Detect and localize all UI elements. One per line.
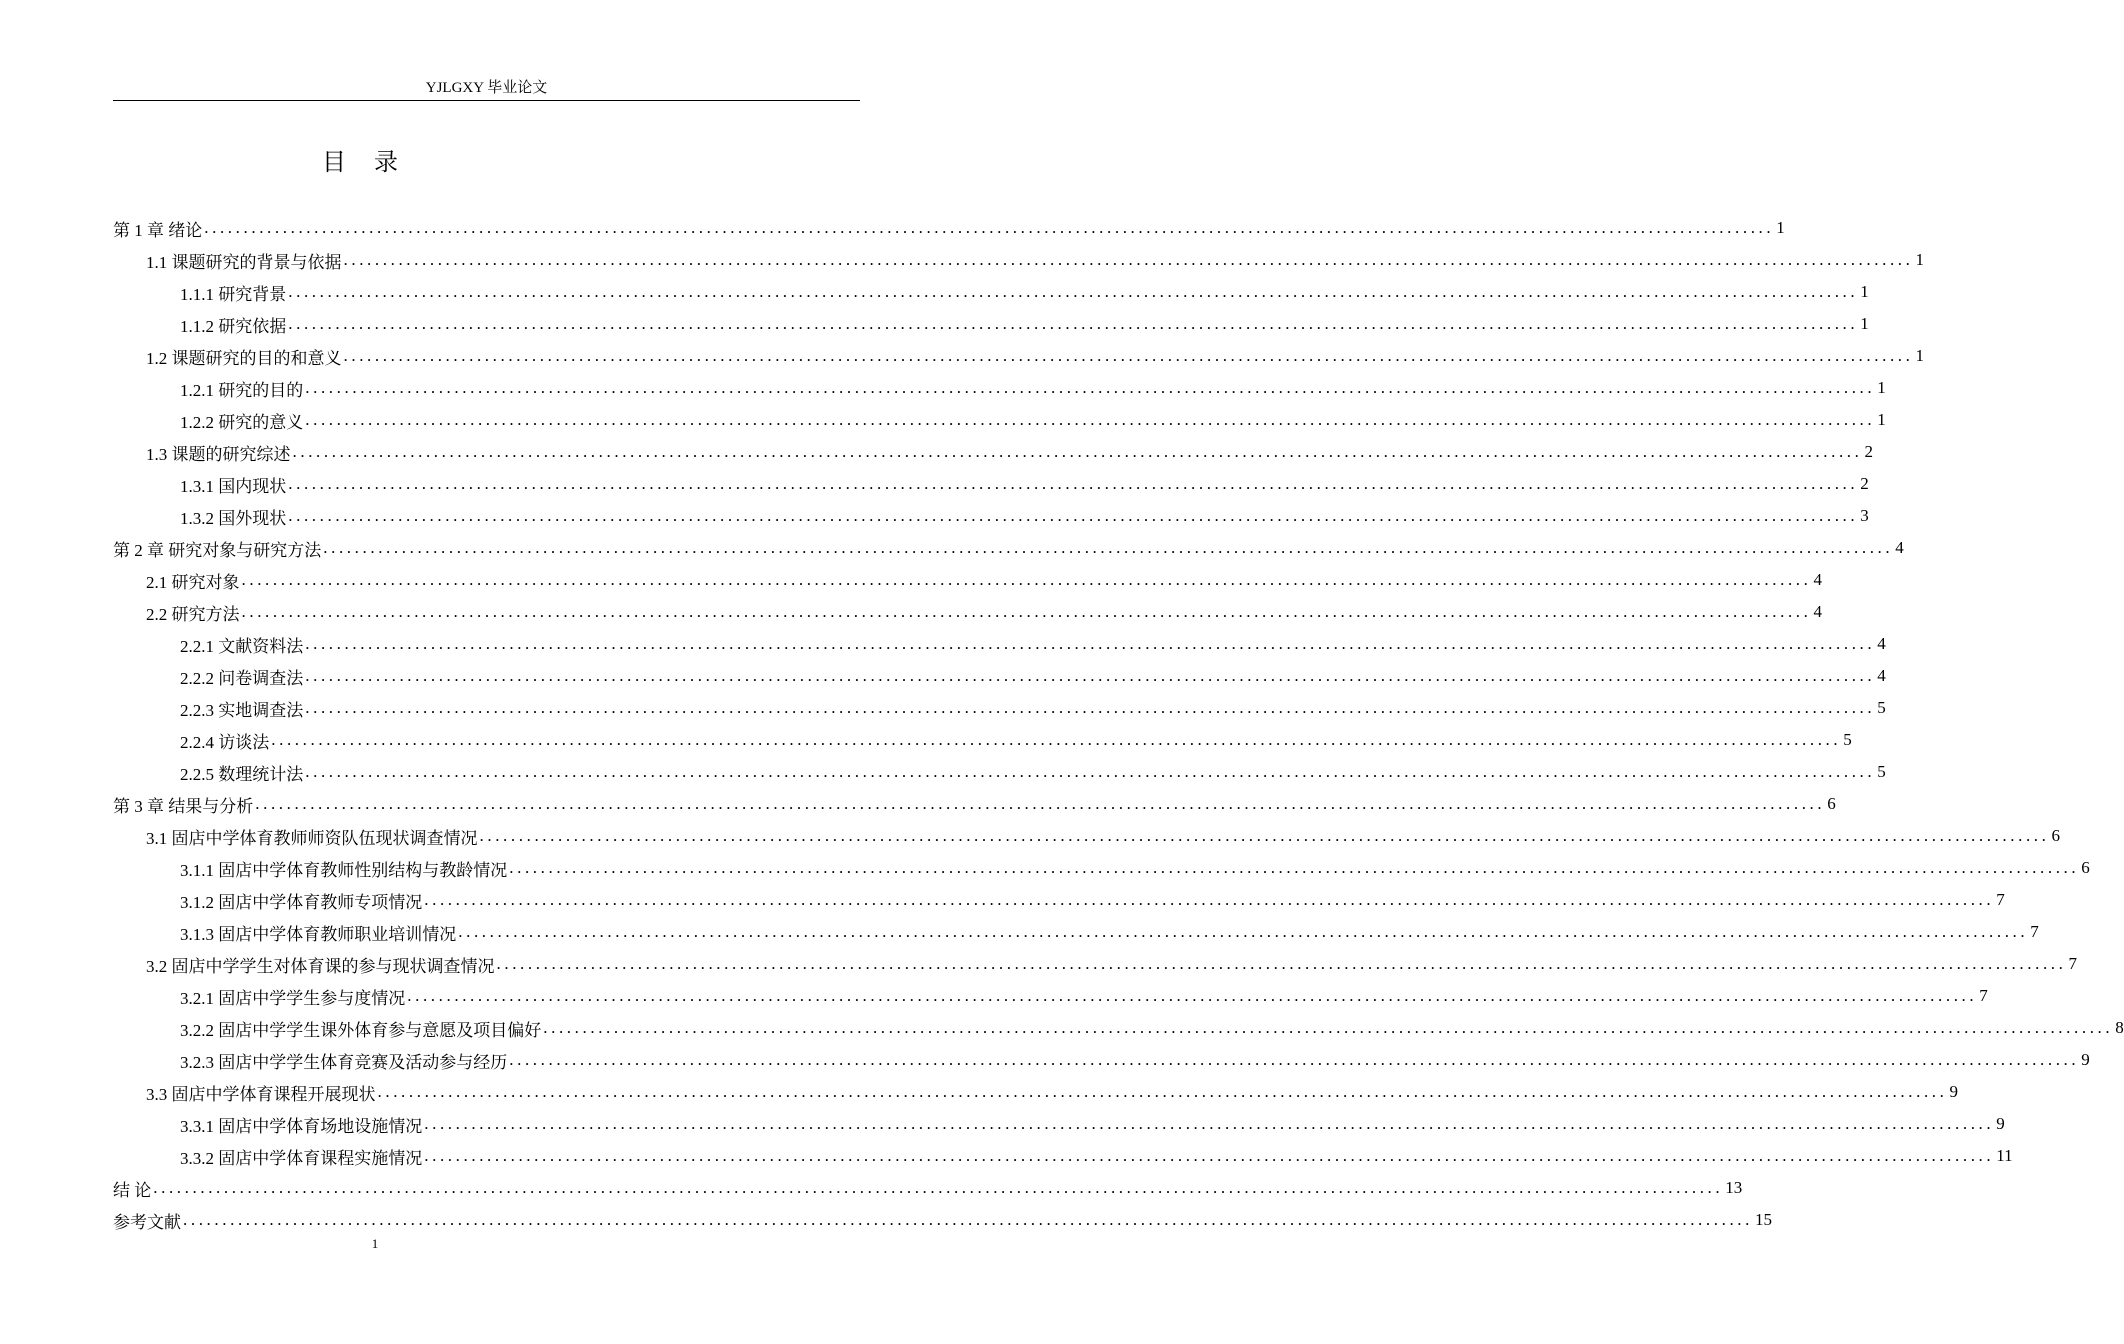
toc-dot-leader: ........................................................................................................................................................................................................ (241, 570, 1812, 589)
toc-entry-title: 2.2 研究方法 (146, 604, 240, 624)
toc-dot-leader: ........................................................................................................................................................................................................ (288, 282, 1859, 301)
toc-entry-page-number: 1 (1860, 282, 1869, 301)
toc-dot-leader: ........................................................................................................................................................................................................ (305, 666, 1876, 685)
toc-entry-page-number: 1 (1776, 218, 1785, 237)
toc-entry-page-number: 4 (1813, 602, 1822, 621)
toc-entry-title: 1.1.2 研究依据 (180, 316, 287, 336)
toc-dot-leader: ........................................................................................................................................................................................................ (288, 314, 1859, 333)
toc-entry-title: 2.2.2 问卷调查法 (180, 668, 304, 688)
toc-entry-page-number: 1 (1877, 410, 1886, 429)
toc-dot-leader: ........................................................................................................................................................................................................ (241, 602, 1812, 621)
toc-entry-page-number: 7 (2068, 954, 2077, 973)
toc-dot-leader: ........................................................................................................................................................................................................ (305, 762, 1876, 781)
toc-dot-leader: ........................................................................................................................................................................................................ (377, 1082, 1948, 1101)
toc-entry-title: 1.3 课题的研究综述 (146, 444, 291, 464)
toc-entry-page-number: 1 (1915, 346, 1924, 365)
toc-dot-leader: ........................................................................................................................................................................................................ (343, 250, 1914, 269)
toc-entry[interactable] (113, 756, 1886, 788)
toc-dot-leader: ........................................................................................................................................................................................................ (288, 506, 1859, 525)
toc-entry-title: 2.2.1 文献资料法 (180, 636, 304, 656)
toc-entry-page-number: 7 (1979, 986, 1988, 1005)
toc-dot-leader: ........................................................................................................................................................................................................ (153, 1178, 1724, 1197)
toc-entry-page-number: 7 (1996, 890, 2005, 909)
toc-entry-page-number: 4 (1895, 538, 1904, 557)
toc-entry-page-number: 4 (1877, 634, 1886, 653)
toc-entry[interactable] (113, 788, 1836, 820)
toc-entry-page-number: 9 (2081, 1050, 2090, 1069)
toc-entry[interactable] (113, 340, 1924, 372)
toc-entry-page-number: 6 (1827, 794, 1836, 813)
header-rule (113, 100, 860, 101)
toc-dot-leader: ........................................................................................................................................................................................................ (183, 1210, 1753, 1229)
toc-entry-page-number: 5 (1877, 762, 1886, 781)
toc-dot-leader: ........................................................................................................................................................................................................ (288, 474, 1859, 493)
toc-entry-title: 1.2.1 研究的目的 (180, 380, 304, 400)
toc-entry[interactable] (113, 212, 1785, 244)
toc-entry-page-number: 5 (1877, 698, 1886, 717)
toc-entry[interactable] (113, 436, 1873, 468)
toc-dot-leader: ........................................................................................................................................................................................................ (204, 218, 1775, 237)
toc-entry[interactable] (113, 820, 2060, 852)
page-header: YJLGXY 毕业论文 (425, 80, 548, 96)
toc-entry-title: 3.2.2 固店中学学生课外体育参与意愿及项目偏好 (180, 1020, 542, 1040)
toc-dot-leader: ........................................................................................................................................................................................................ (424, 890, 1995, 909)
toc-entry[interactable] (113, 244, 1924, 276)
toc-dot-leader: ........................................................................................................................................................................................................ (323, 538, 1894, 557)
toc-entry[interactable] (113, 532, 1904, 564)
toc-dot-leader: ........................................................................................................................................................................................................ (271, 730, 1842, 749)
toc-entry-title: 1.1.1 研究背景 (180, 284, 287, 304)
toc-dot-leader: ........................................................................................................................................................................................................ (292, 442, 1863, 461)
toc-entry-page-number: 15 (1755, 1210, 1772, 1229)
toc-entry-title: 结 论 (113, 1180, 152, 1200)
toc-entry[interactable] (113, 1204, 1772, 1236)
toc-title: 目录 (322, 150, 426, 176)
toc-entry-title: 1.3.1 国内现状 (180, 476, 287, 496)
toc-entry-page-number: 7 (2030, 922, 2039, 941)
toc-entry[interactable] (113, 1076, 1958, 1108)
toc-entry-title: 3.2 固店中学学生对体育课的参与现状调查情况 (146, 956, 495, 976)
toc-entry-page-number: 2 (1864, 442, 1873, 461)
toc-entry[interactable] (113, 884, 2005, 916)
toc-entry[interactable] (113, 916, 2039, 948)
toc-entry[interactable] (113, 308, 1869, 340)
toc-entry-page-number: 1 (1915, 250, 1924, 269)
toc-entry[interactable] (113, 628, 1886, 660)
toc-entry[interactable] (113, 1108, 2005, 1140)
toc-entry-title: 第 3 章 结果与分析 (113, 796, 254, 816)
toc-entry-page-number: 9 (1949, 1082, 1958, 1101)
toc-entry[interactable] (113, 564, 1822, 596)
toc-entry-title: 3.2.1 固店中学学生参与度情况 (180, 988, 406, 1008)
toc-entry[interactable] (113, 468, 1869, 500)
toc-entry-page-number: 6 (2081, 858, 2090, 877)
toc-entry-title: 2.2.5 数理统计法 (180, 764, 304, 784)
toc-entry-page-number: 5 (1843, 730, 1852, 749)
toc-dot-leader: ........................................................................................................................................................................................................ (509, 1050, 2080, 1069)
toc-dot-leader: ........................................................................................................................................................................................................ (305, 634, 1876, 653)
toc-entry-page-number: 11 (1996, 1146, 2013, 1165)
toc-entry[interactable] (113, 1140, 2013, 1172)
toc-entry-page-number: 4 (1813, 570, 1822, 589)
toc-entry[interactable] (113, 660, 1886, 692)
table-of-contents (113, 212, 2124, 1236)
toc-entry[interactable] (113, 1044, 2090, 1076)
toc-entry-page-number: 2 (1860, 474, 1869, 493)
toc-entry-title: 第 1 章 绪论 (113, 220, 203, 240)
toc-entry-title: 第 2 章 研究对象与研究方法 (113, 540, 322, 560)
toc-entry[interactable] (113, 1012, 2124, 1044)
toc-entry-page-number: 8 (2115, 1018, 2124, 1037)
toc-entry[interactable] (113, 404, 1886, 436)
toc-entry[interactable] (113, 372, 1886, 404)
toc-entry-title: 2.2.4 访谈法 (180, 732, 270, 752)
toc-dot-leader: ........................................................................................................................................................................................................ (255, 794, 1826, 813)
toc-entry-title: 3.1.3 固店中学体育教师职业培训情况 (180, 924, 457, 944)
toc-dot-leader: ........................................................................................................................................................................................................ (305, 378, 1876, 397)
toc-entry-page-number: 6 (2051, 826, 2060, 845)
toc-entry-title: 参考文献 (113, 1212, 181, 1232)
toc-entry-title: 3.1.2 固店中学体育教师专项情况 (180, 892, 423, 912)
toc-dot-leader: ........................................................................................................................................................................................................ (509, 858, 2080, 877)
toc-entry[interactable] (113, 724, 1852, 756)
toc-entry-page-number: 13 (1725, 1178, 1743, 1197)
toc-dot-leader: ........................................................................................................................................................................................................ (407, 986, 1978, 1005)
toc-entry-page-number: 3 (1860, 506, 1869, 525)
toc-dot-leader: ........................................................................................................................................................................................................ (424, 1114, 1995, 1133)
toc-entry-title: 2.2.3 实地调查法 (180, 700, 304, 720)
toc-dot-leader: ........................................................................................................................................................................................................ (543, 1018, 2114, 1037)
toc-entry[interactable] (113, 596, 1822, 628)
toc-entry-title: 3.1.1 固店中学体育教师性别结构与教龄情况 (180, 860, 508, 880)
toc-entry-title: 1.2 课题研究的目的和意义 (146, 348, 342, 368)
toc-entry-page-number: 9 (1996, 1114, 2005, 1133)
toc-entry[interactable] (113, 276, 1869, 308)
toc-dot-leader: ........................................................................................................................................................................................................ (424, 1146, 1995, 1165)
toc-entry-title: 3.3 固店中学体育课程开展现状 (146, 1084, 376, 1104)
toc-dot-leader: ........................................................................................................................................................................................................ (305, 698, 1876, 717)
toc-entry-page-number: 4 (1877, 666, 1886, 685)
toc-entry[interactable] (113, 500, 1869, 532)
toc-entry[interactable] (113, 980, 1988, 1012)
toc-entry-title: 1.2.2 研究的意义 (180, 412, 304, 432)
toc-dot-leader: ........................................................................................................................................................................................................ (479, 826, 2050, 845)
toc-entry-page-number: 1 (1860, 314, 1869, 333)
toc-entry-title: 2.1 研究对象 (146, 572, 240, 592)
toc-entry-title: 3.2.3 固店中学学生体育竞赛及活动参与经历 (180, 1052, 508, 1072)
toc-dot-leader: ........................................................................................................................................................................................................ (305, 410, 1876, 429)
toc-dot-leader: ........................................................................................................................................................................................................ (496, 954, 2067, 973)
toc-entry-title: 3.1 固店中学体育教师师资队伍现状调查情况 (146, 828, 478, 848)
toc-entry-page-number: 1 (1877, 378, 1886, 397)
toc-dot-leader: ........................................................................................................................................................................................................ (458, 922, 2029, 941)
toc-entry-title: 1.3.2 国外现状 (180, 508, 287, 528)
toc-entry-title: 3.3.2 固店中学体育课程实施情况 (180, 1148, 423, 1168)
footer-page-number: 1 (371, 1236, 379, 1251)
toc-entry-title: 3.3.1 固店中学体育场地设施情况 (180, 1116, 423, 1136)
toc-entry-title: 1.1 课题研究的背景与依据 (146, 252, 342, 272)
toc-entry[interactable] (113, 692, 1886, 724)
toc-entry[interactable] (113, 948, 2077, 980)
toc-entry[interactable] (113, 852, 2090, 884)
toc-dot-leader: ........................................................................................................................................................................................................ (343, 346, 1914, 365)
toc-entry[interactable] (113, 1172, 1743, 1204)
